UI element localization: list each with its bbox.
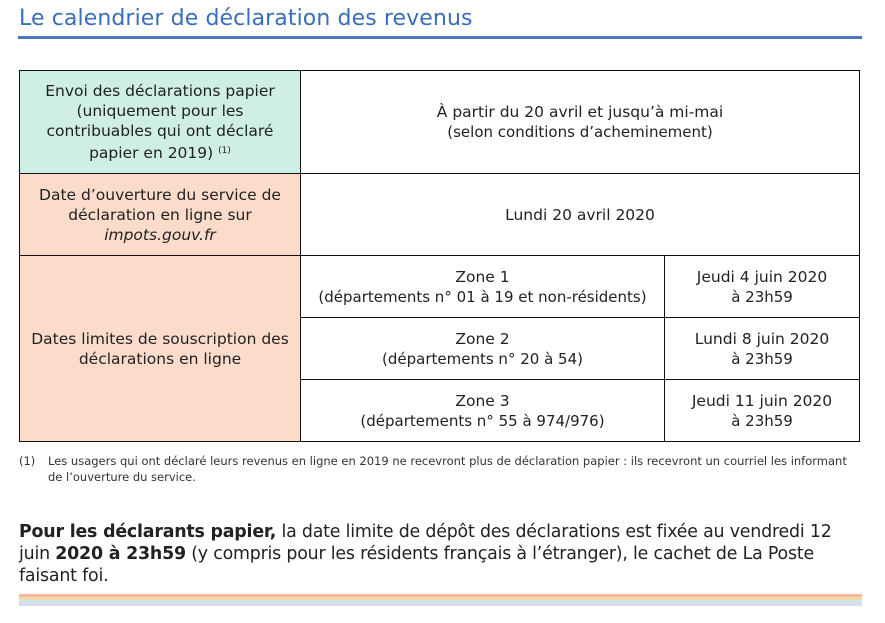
paper-declaration-value-cell xyxy=(301,71,860,174)
footnote-number: (1) xyxy=(19,454,36,468)
table-row xyxy=(20,71,860,174)
footnote-text: Les usagers qui ont déclaré leurs revenus en ligne en 2019 ne recevront plus de déclaration papier : ils recevront un courriel les informant de l’ouverture du service. xyxy=(48,454,847,484)
zone-name: Zone 2 xyxy=(455,329,510,348)
paragraph-text: la date limite de dépôt des déclarations est fixée au vendredi 12 juin xyxy=(19,522,832,564)
zone-time: à 23h59 xyxy=(731,287,793,306)
zone-date-cell xyxy=(665,318,860,380)
deadlines-label: Dates limites de souscription des déclarations en ligne xyxy=(31,329,289,368)
zone-detail: (départements n° 55 à 974/976) xyxy=(360,411,605,430)
paragraph-bold-date: 2020 à 23h59 xyxy=(55,544,186,564)
zone-detail: (départements n° 01 à 19 et non-résidents) xyxy=(318,287,647,306)
zone-cell xyxy=(301,380,665,442)
calendar-table xyxy=(19,70,860,442)
impots-site-link[interactable]: impots.gouv.fr xyxy=(104,225,216,244)
zone-date: Jeudi 4 juin 2020 xyxy=(696,267,828,286)
zone-time: à 23h59 xyxy=(731,349,793,368)
paper-declaration-label: Envoi des déclarations papier (uniquement pour les contribuables qui ont déclaré papier en 2019) xyxy=(45,82,275,162)
title-underline xyxy=(18,36,862,39)
online-opening-value: Lundi 20 avril 2020 xyxy=(505,205,655,224)
online-opening-value-cell xyxy=(301,174,860,256)
paragraph-bold-intro: Pour les déclarants papier, xyxy=(19,522,277,542)
paragraph-text-end: (y compris pour les résidents français à l’étranger), le cachet de La Poste faisant foi. xyxy=(19,544,814,586)
decorative-stripes xyxy=(19,594,862,606)
table-row xyxy=(20,256,860,318)
zone-detail: (départements n° 20 à 54) xyxy=(382,349,583,368)
footnote xyxy=(19,453,861,485)
zone-time: à 23h59 xyxy=(731,411,793,430)
zone-cell xyxy=(301,256,665,318)
zone-name: Zone 1 xyxy=(455,267,510,286)
paper-declaration-value: À partir du 20 avril et jusqu’à mi-mai xyxy=(436,103,724,121)
online-opening-label: Date d’ouverture du service de déclaration en ligne sur xyxy=(39,185,281,224)
zone-date-cell xyxy=(665,256,860,318)
paper-deadline-paragraph xyxy=(19,521,861,587)
zone-date: Lundi 8 juin 2020 xyxy=(694,329,830,348)
zone-date-cell xyxy=(665,380,860,442)
paper-declaration-label-cell xyxy=(20,71,301,174)
table-row xyxy=(20,174,860,256)
paper-declaration-sub: (selon conditions d’acheminement) xyxy=(447,123,713,141)
online-opening-label-cell xyxy=(20,174,301,256)
deadlines-label-cell xyxy=(20,256,301,442)
zone-name: Zone 3 xyxy=(455,391,510,410)
page-title: Le calendrier de déclaration des revenus xyxy=(19,6,473,31)
zone-date: Jeudi 11 juin 2020 xyxy=(691,391,833,410)
zone-cell xyxy=(301,318,665,380)
footnote-ref: (1) xyxy=(218,146,231,156)
